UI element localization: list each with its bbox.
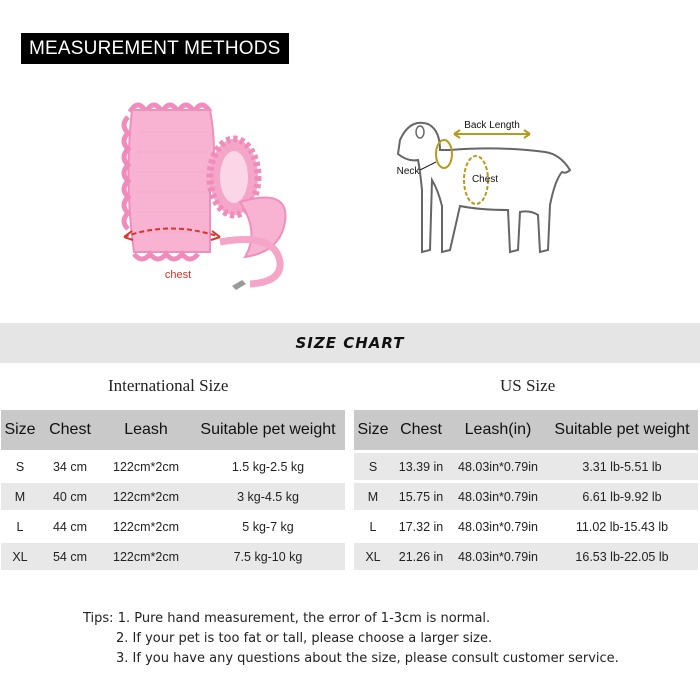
column-header: Leash(in) (450, 410, 546, 450)
us-size-table (354, 407, 698, 573)
weight-cell: 11.02 lb-15.43 lb (575, 519, 669, 534)
size-cell: M (354, 483, 392, 510)
wing-icon (240, 198, 285, 258)
weight-cell: 1.5 kg-2.5 kg (231, 459, 305, 474)
leash-cell: 122cm*2cm (101, 483, 191, 510)
chest-cell: 21.26 in (392, 543, 450, 570)
weight-cell: 16.53 lb-22.05 lb (546, 543, 698, 570)
weight-cell: 6.61 lb-9.92 lb (546, 483, 698, 510)
tip-item: 3. If you have any questions about the size, please consult customer service. (116, 651, 619, 666)
weight-cell: 3 kg-4.5 kg (191, 483, 345, 510)
chest-cell: 17.32 in (398, 519, 444, 534)
column-header: Chest (39, 410, 101, 450)
size-cell: XL (1, 543, 39, 570)
column-header: Leash (101, 410, 191, 450)
column-header: Chest (392, 410, 450, 450)
leash-cell: 48.03in*0.79in (450, 543, 546, 570)
column-header: Size (354, 410, 392, 450)
harness-image (110, 92, 300, 292)
leash-cell: 122cm*2cm (101, 543, 191, 570)
size-cell: XL (354, 543, 392, 570)
international-size-table (1, 407, 345, 573)
table-row (1, 483, 345, 510)
leash-cell: 48.03in*0.79in (450, 483, 546, 510)
size-cell: L (16, 519, 24, 534)
tips-prefix: Tips: (83, 611, 114, 626)
table-row (354, 453, 698, 480)
dog-outline-illustration (380, 110, 585, 270)
tip-item: 2. If your pet is too fat or tall, please choose a larger size. (116, 631, 493, 646)
chest-cell: 13.39 in (392, 453, 450, 480)
table-header-row (1, 410, 345, 450)
tip-item: 1. Pure hand measurement, the error of 1-3cm is normal. (117, 611, 491, 626)
table-row (1, 453, 345, 480)
harness-illustration (110, 92, 300, 292)
dog-measurement-image (380, 110, 585, 270)
dog-silhouette (398, 123, 570, 252)
back-length-label: Back Length (464, 120, 520, 131)
table-row (1, 513, 345, 540)
leash-cell: 48.03in*0.79in (458, 519, 538, 534)
weight-cell: 5 kg-7 kg (242, 519, 294, 534)
neck-loop (436, 140, 452, 168)
tips-section (83, 609, 619, 669)
us-size-caption: US Size (500, 376, 556, 395)
international-size-caption: International Size (108, 376, 229, 395)
harness-chest-label: chest (164, 269, 192, 281)
table-row (354, 513, 698, 540)
leash-cell: 122cm*2cm (113, 519, 179, 534)
measurement-methods-title: MEASUREMENT METHODS (21, 33, 289, 64)
size-chart-banner (0, 323, 700, 363)
column-header: Size (1, 410, 39, 450)
chest-cell: 54 cm (39, 543, 101, 570)
table-row (1, 543, 345, 570)
neck-label: Neck (396, 166, 420, 177)
table-row (354, 543, 698, 570)
size-chart-title: SIZE CHART (295, 334, 405, 352)
column-header: Suitable pet weight (546, 410, 698, 450)
leash-cell: 122cm*2cm (113, 459, 179, 474)
harness-vest (128, 110, 214, 252)
weight-cell: 7.5 kg-10 kg (191, 543, 345, 570)
size-cell: M (1, 483, 39, 510)
chest-cell: 40 cm (39, 483, 101, 510)
size-cell: S (15, 459, 25, 474)
leash-clip-icon (232, 280, 246, 290)
table-header-row (354, 410, 698, 450)
weight-cell: 3.31 lb-5.51 lb (546, 453, 698, 480)
chest-cell: 15.75 in (392, 483, 450, 510)
dog-chest-label: Chest (471, 174, 499, 185)
chest-cell: 44 cm (52, 519, 88, 534)
tip-line (83, 609, 619, 629)
size-cell: S (354, 453, 392, 480)
column-header: Suitable pet weight (191, 410, 345, 450)
table-row (354, 483, 698, 510)
leash-cell: 48.03in*0.79in (450, 453, 546, 480)
chest-cell: 34 cm (52, 459, 88, 474)
size-cell: L (369, 519, 377, 534)
